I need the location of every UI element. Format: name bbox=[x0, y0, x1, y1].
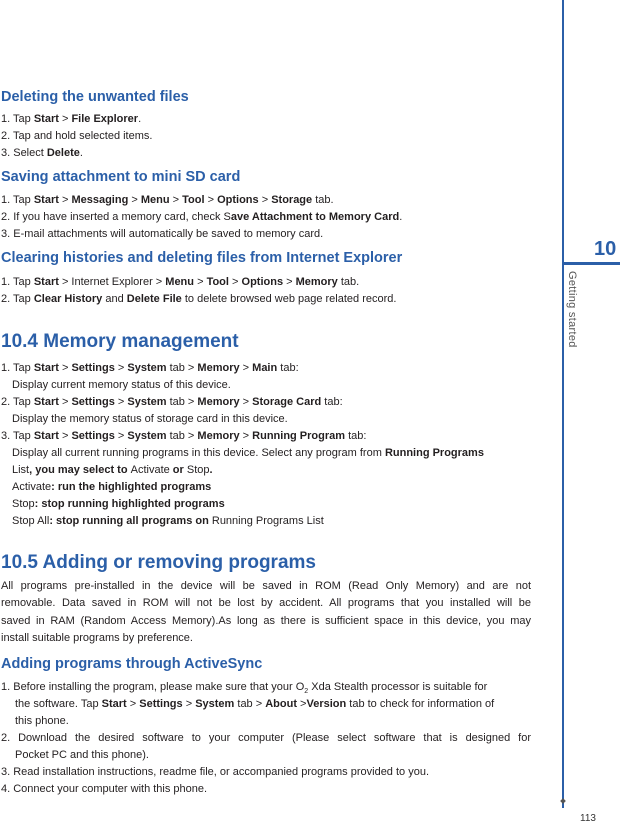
bold-term: About bbox=[265, 698, 297, 710]
bold-term: System bbox=[127, 396, 167, 408]
option-stop-all bbox=[12, 514, 324, 528]
text-segment: tab. bbox=[337, 276, 360, 288]
bold-term: Memory bbox=[295, 276, 338, 288]
text-segment: 2. Tap bbox=[1, 293, 34, 305]
text-segment: > bbox=[126, 698, 140, 710]
text-segment: > bbox=[194, 276, 207, 288]
bold-term: System bbox=[127, 430, 167, 442]
bold-term: Settings bbox=[71, 362, 115, 374]
text-segment: Display all current running programs in this device. Select any program from bbox=[12, 447, 385, 459]
bold-term: Tool bbox=[206, 276, 229, 288]
step-line bbox=[1, 361, 299, 375]
text-segment: tab > bbox=[166, 396, 198, 408]
bold-term: System bbox=[127, 362, 167, 374]
text-segment: > bbox=[258, 194, 272, 206]
text-segment: tab: bbox=[277, 362, 299, 374]
text-segment: Running Programs List bbox=[211, 515, 324, 527]
text-segment: tab > bbox=[166, 430, 198, 442]
bold-term: Clear History bbox=[33, 293, 103, 305]
bold-term: Start bbox=[33, 362, 59, 374]
chapter-tab-bar bbox=[562, 262, 620, 265]
bold-term: Menu bbox=[140, 194, 170, 206]
heading-clearing-histories: Clearing histories and deleting files from Internet Explorer bbox=[1, 250, 403, 266]
bold-term: File Explorer bbox=[71, 113, 139, 125]
step-line: 2. Download the desired software to your computer (Please select software that is designed for bbox=[1, 732, 531, 744]
step-text: 1. Before installing the program, please make sure that your $O_2$ Xda Stealth processor is suitable for bbox=[1, 681, 488, 696]
chapter-number: 10 bbox=[594, 238, 617, 260]
text-segment: > bbox=[58, 362, 72, 374]
text-segment: tab > bbox=[166, 362, 198, 374]
text-segment: > bbox=[239, 362, 253, 374]
text-segment: to delete browsed web page related record. bbox=[181, 293, 397, 305]
step-line: 3. Read installation instructions, readme file, or accompanied programs provided to you. bbox=[1, 766, 430, 778]
heading-activesync: Adding programs through ActiveSync bbox=[1, 656, 263, 672]
bold-term: Version bbox=[306, 698, 347, 710]
text-segment: tab. bbox=[312, 194, 334, 206]
bold-term: Tool bbox=[182, 194, 205, 206]
heading-memory-management: 10.4 Memory management bbox=[1, 331, 239, 352]
step-description: Display the memory status of storage card in this device. bbox=[12, 413, 288, 425]
bold-term: Menu bbox=[165, 276, 195, 288]
step-description: Display current memory status of this device. bbox=[12, 379, 231, 391]
text-segment: > bbox=[169, 194, 183, 206]
text-segment: > bbox=[182, 698, 196, 710]
bold-term: Memory bbox=[197, 396, 240, 408]
bold-term: : stop running all programs on bbox=[49, 515, 212, 527]
bold-term: . bbox=[209, 464, 213, 476]
bold-term: Start bbox=[33, 430, 59, 442]
text-segment: 1. Tap bbox=[1, 362, 34, 374]
bold-term: Start bbox=[33, 113, 59, 125]
text-segment: > bbox=[239, 430, 253, 442]
step-line bbox=[1, 193, 334, 207]
text-segment: > bbox=[58, 113, 72, 125]
text-segment: > bbox=[283, 276, 296, 288]
text-segment: Activate bbox=[12, 481, 52, 493]
paragraph-line: saved in RAM (Random Access Memory).As long as there is sufficient space in this device, you may bbox=[1, 614, 531, 627]
chapter-label: Getting started bbox=[566, 271, 578, 348]
bold-term: Memory bbox=[197, 362, 240, 374]
text-segment: 3. Tap bbox=[1, 430, 34, 442]
text-segment: > bbox=[204, 194, 218, 206]
bold-term: Storage bbox=[271, 194, 313, 206]
text-segment: > bbox=[114, 362, 128, 374]
text-segment: . bbox=[79, 147, 83, 159]
sidebar-rule bbox=[562, 0, 564, 808]
step-line bbox=[1, 395, 343, 409]
text-segment: 3. Select bbox=[1, 147, 47, 159]
step-line bbox=[1, 292, 396, 306]
bold-term: or bbox=[169, 464, 187, 476]
step-continuation: this phone. bbox=[15, 715, 69, 727]
text-segment: > bbox=[228, 276, 242, 288]
paragraph-line: removable. Data saved in ROM will not be lost by accident. All programs that you installed will be bbox=[1, 597, 531, 610]
text-segment: List bbox=[12, 464, 30, 476]
bold-term: Running Programs bbox=[384, 447, 484, 459]
bold-term: System bbox=[195, 698, 235, 710]
bold-term: Delete bbox=[46, 147, 80, 159]
bold-term: Memory bbox=[197, 430, 240, 442]
option-stop bbox=[12, 497, 225, 511]
heading-saving-attachment: Saving attachment to mini SD card bbox=[1, 169, 241, 185]
option-activate bbox=[12, 480, 211, 494]
heading-deleting-files: Deleting the unwanted files bbox=[1, 89, 189, 105]
step-line: 3. E-mail attachments will automatically be saved to memory card. bbox=[1, 228, 324, 240]
bold-term: Settings bbox=[71, 396, 115, 408]
text-segment: and bbox=[102, 293, 127, 305]
bold-term: Delete File bbox=[126, 293, 182, 305]
bold-term: ave Attachment to Memory Card bbox=[230, 211, 400, 223]
text-segment: > bbox=[58, 430, 72, 442]
text-segment: > bbox=[296, 698, 307, 710]
step-line bbox=[1, 112, 141, 126]
text-segment: 1. Tap bbox=[1, 113, 34, 125]
text-segment: Stop bbox=[12, 498, 35, 510]
bold-term: : stop running highlighted programs bbox=[34, 498, 225, 510]
step-description bbox=[12, 463, 213, 477]
bold-term: Start bbox=[33, 276, 59, 288]
bold-term: Start bbox=[33, 396, 59, 408]
step-line bbox=[1, 429, 366, 443]
paragraph-line: All programs pre-installed in the device will be saved in ROM (Read Only Memory) and are not bbox=[1, 580, 531, 592]
text-segment: Stop bbox=[186, 464, 210, 476]
text-segment: the software. Tap bbox=[15, 698, 102, 710]
step-line bbox=[1, 275, 359, 289]
step-line: 2. Tap and hold selected items. bbox=[1, 130, 153, 142]
text-segment: > bbox=[58, 396, 72, 408]
text-segment: 1. Tap bbox=[1, 276, 34, 288]
bold-term: Storage Card bbox=[252, 396, 322, 408]
text-segment: . bbox=[399, 211, 403, 223]
text-segment: tab > bbox=[234, 698, 266, 710]
text-segment: > bbox=[114, 396, 128, 408]
text-segment: Stop All bbox=[12, 515, 50, 527]
text-segment: tab: bbox=[321, 396, 343, 408]
bold-term: Start bbox=[101, 698, 127, 710]
step-line bbox=[1, 146, 83, 160]
text-segment: . bbox=[138, 113, 142, 125]
text-segment: tab to check for information of bbox=[346, 698, 495, 710]
bold-term: , you may select to bbox=[29, 464, 131, 476]
bold-term: Messaging bbox=[71, 194, 129, 206]
bold-term: Running Program bbox=[252, 430, 346, 442]
bold-term: Options bbox=[217, 194, 259, 206]
step-description bbox=[12, 446, 531, 460]
text-segment: tab: bbox=[345, 430, 367, 442]
bold-term: : run the highlighted programs bbox=[51, 481, 212, 493]
step-line bbox=[1, 210, 402, 224]
text-segment: > Internet Explorer > bbox=[58, 276, 166, 288]
bold-term: Options bbox=[241, 276, 284, 288]
text-segment: 2. If you have inserted a memory card, check S bbox=[1, 211, 231, 223]
bold-term: Settings bbox=[139, 698, 183, 710]
text-segment: > bbox=[58, 194, 72, 206]
step-line: 4. Connect your computer with this phone. bbox=[1, 783, 208, 795]
text-segment: 2. Tap bbox=[1, 396, 34, 408]
text-segment: > bbox=[239, 396, 253, 408]
text-segment: > bbox=[128, 194, 141, 206]
text-segment: Activate bbox=[130, 464, 170, 476]
paragraph-rom-ram bbox=[1, 578, 531, 647]
step-continuation bbox=[15, 697, 494, 711]
bold-term: Main bbox=[252, 362, 278, 374]
bold-term: Start bbox=[33, 194, 59, 206]
step-continuation: Pocket PC and this phone). bbox=[15, 749, 149, 761]
page-number: 113 bbox=[580, 813, 596, 824]
running-desc-text bbox=[12, 446, 484, 460]
heading-adding-removing-programs: 10.5 Adding or removing programs bbox=[1, 552, 316, 573]
text-segment: 1. Tap bbox=[1, 194, 34, 206]
text-segment: > bbox=[114, 430, 128, 442]
bold-term: Settings bbox=[71, 430, 115, 442]
paragraph-line: install suitable programs by preference. bbox=[1, 631, 193, 644]
